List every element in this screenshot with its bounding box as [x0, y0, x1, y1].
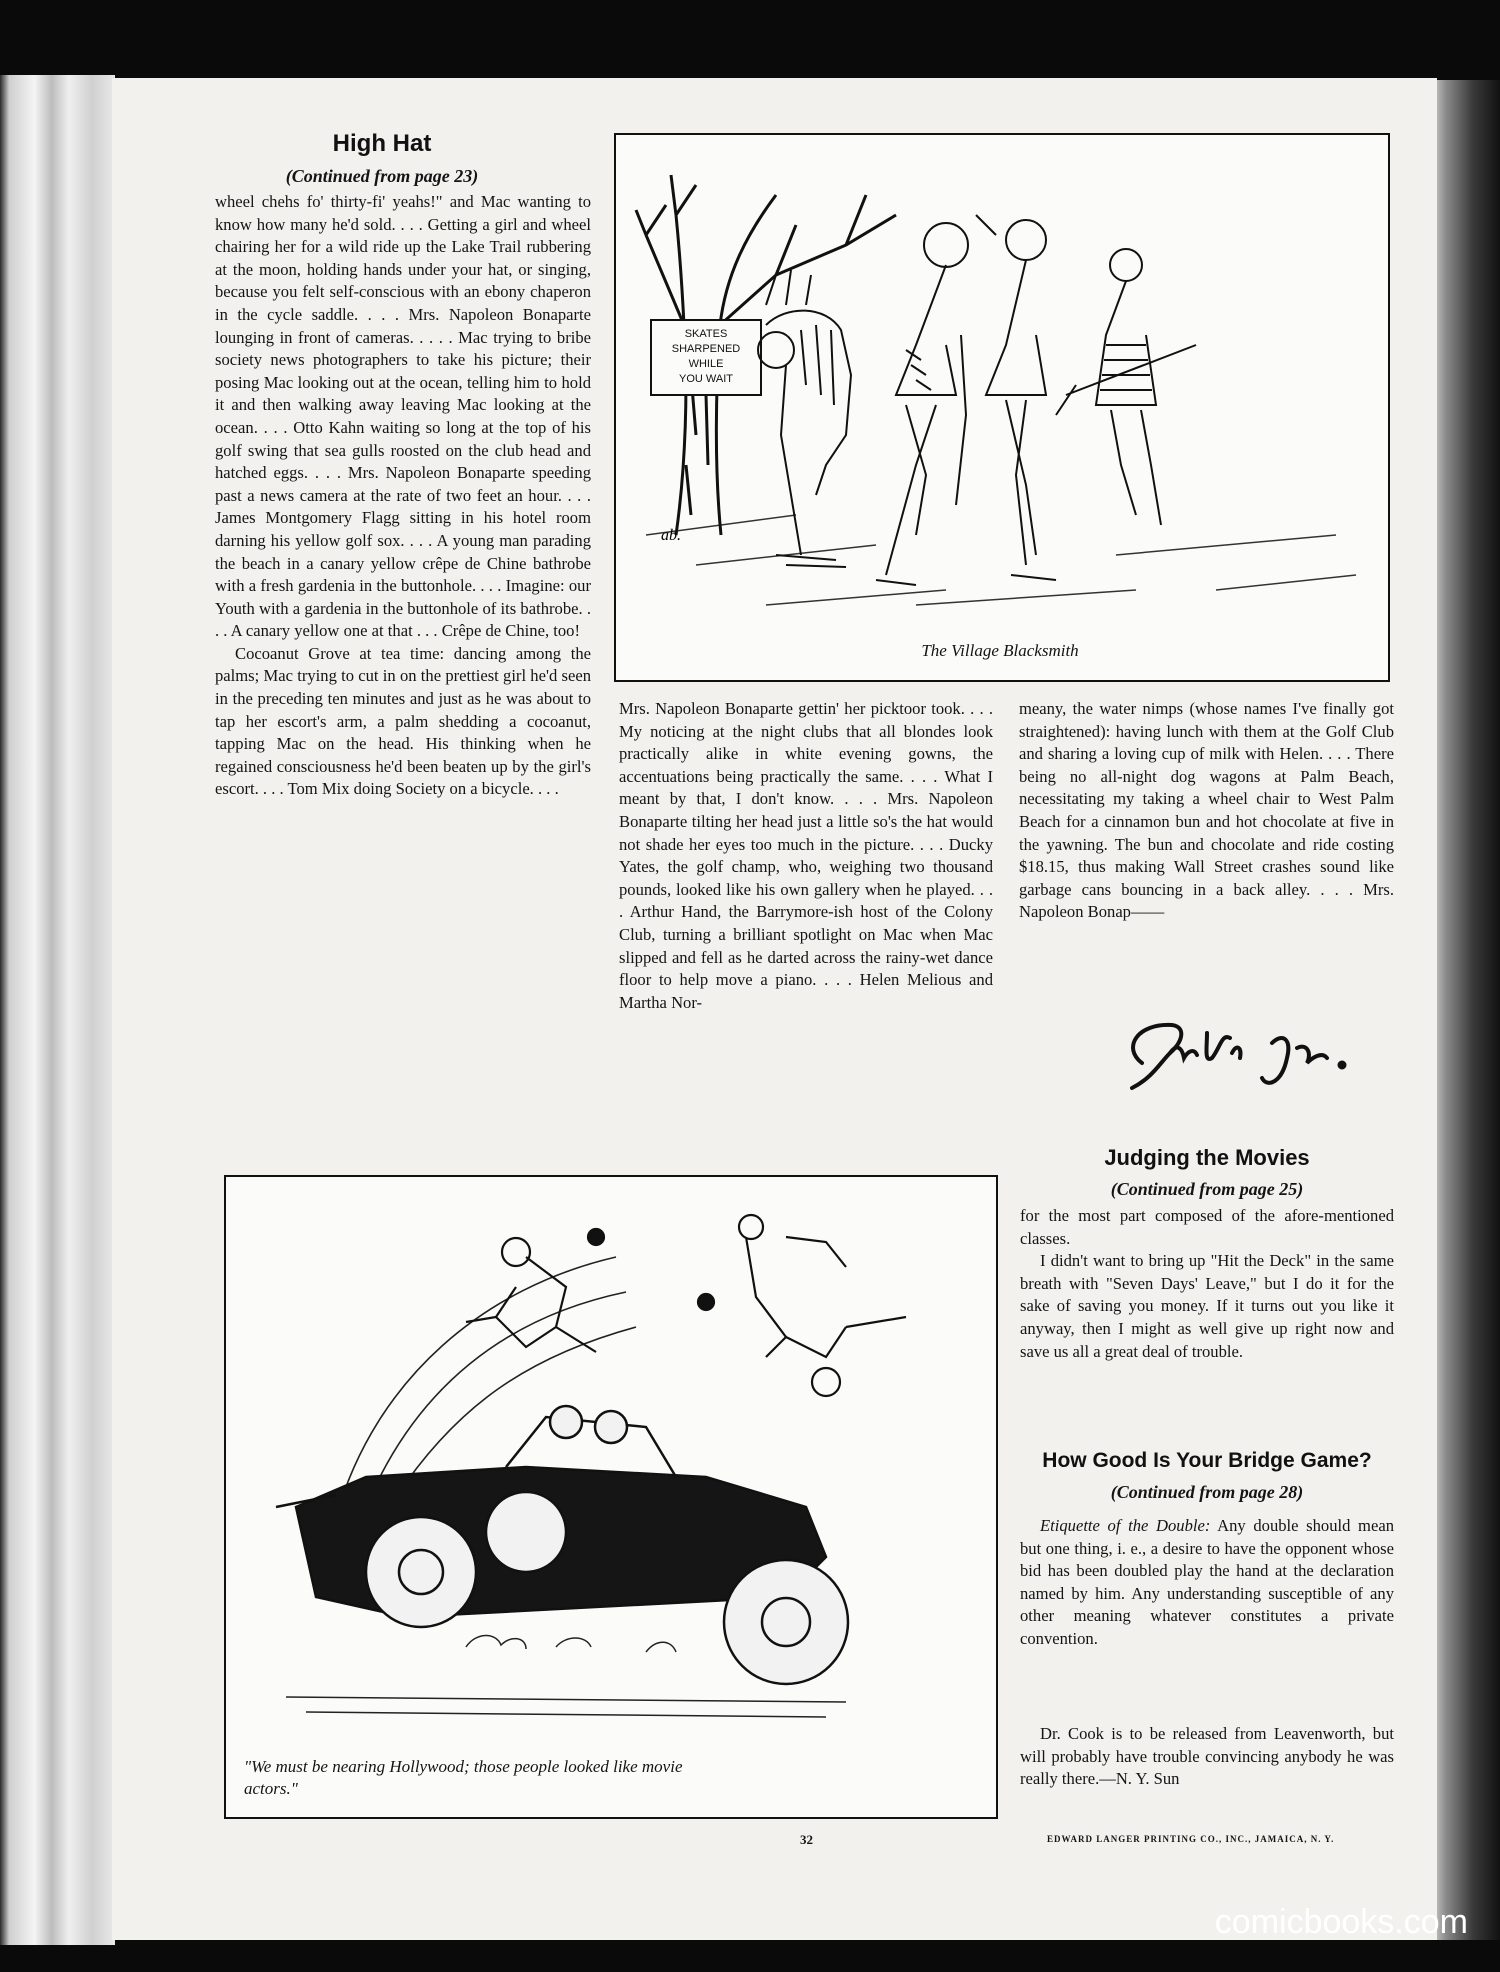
bridge-lead: Etiquette of the Double: — [1040, 1516, 1211, 1535]
movies-continued: (Continued from page 25) — [1110, 1179, 1304, 1199]
skating-illustration — [616, 135, 1388, 680]
bridge-body: Any double should mean but one thing, i. e., a desire to have the opponent whose bid has been doubled play the hand at the declaration named by him. Any understanding susceptible of any other meaning whatever constitutes a private convention. — [1020, 1516, 1394, 1648]
cartoon-hollywood-car — [224, 1175, 998, 1819]
bridge-title: How Good Is Your Bridge Game? — [1042, 1449, 1372, 1472]
skater-old-man — [758, 270, 851, 567]
page-number: 32 — [800, 1832, 813, 1847]
watermark: comicbooks.com — [1214, 1903, 1468, 1941]
book-page-edges — [0, 75, 115, 1945]
book-right-edge — [1432, 80, 1500, 1940]
high-hat-column-3 — [1019, 698, 1394, 924]
high-hat-title: High Hat — [332, 130, 432, 157]
bridge-column — [1020, 1515, 1394, 1651]
sign-line-3: WHILE — [688, 358, 724, 370]
artist-mark: ab. — [661, 527, 681, 544]
high-hat-col1-para-2: Cocoanut Grove at tea time: dancing among the palms; Mac trying to cut in on the prettiest girl he'd seen in the preceding ten minutes and just as he was about to tap her escort's arm, a palm shedding a cocoanut, tapping Mac on the head. His thinking when he regained consciousness he'd been beaten up by the girl's escort. . . . Tom Mix doing Society on a bicycle. . . . — [215, 643, 591, 799]
movies-para-1: for the most part composed of the afore-mentioned classes. — [1020, 1206, 1394, 1248]
movies-para-2: I didn't want to bring up "Hit the Deck" in the same breath with "Seven Days' Leave," but I do it for the sake of saving you money. If it turns out you like it anyway, then I might as well give up right now and save us all a great deal of trouble. — [1020, 1251, 1394, 1361]
movies-title: Judging the Movies — [1104, 1145, 1310, 1170]
movies-column — [1020, 1205, 1394, 1363]
filler-column — [1020, 1723, 1394, 1791]
signature-judge-jr — [1112, 1003, 1402, 1098]
high-hat-col2-para-1: Mrs. Napoleon Bonaparte gettin' her picktoor took. . . . My noticing at the night clubs that all blondes look practically alike in white evening gowns, the accentuations being practically the same. . . . What I meant by that, I don't know. . . . Mrs. Napoleon Bonaparte tilting her head just a little so's the hat would not shade her eyes too much in the picture. . . . Ducky Yates, the golf champ, who, weighing two thousand pounds, looked like his own gallery when he played. . . . Arthur Hand, the Barrymore-ish host of the Colony Club, turning a brilliant spotlight on Mac when Mac slipped and fell as he darted across the rainy-wet dance floor to help move a piano. . . . Helen Melious and Martha Nor- — [619, 699, 993, 1012]
high-hat-continued: (Continued from page 23) — [285, 166, 479, 186]
sign-line-4: YOU WAIT — [679, 373, 733, 385]
caption-hollywood-line-1: "We must be nearing Hollywood; those people looked like movie — [244, 1757, 683, 1776]
skater-smoking — [956, 215, 1056, 580]
skater-striped-sweater — [1056, 249, 1196, 525]
high-hat-col1-para-1: wheel chehs fo' thirty-fi' yeahs!" and Mac wanting to know how many he'd sold. . . . Getting a girl and wheel chairing her for a wild ride up the Lake Trail rubbering at the moon, holding hands under your hat, or singing, because you felt self-conscious with an ebony chaperon in the cycle saddle. . . . Mrs. Napoleon Bonaparte lounging in front of cameras. . . . . Mac trying to bribe society news photographers to take his picture; their posing Mac looking out at the ocean, telling him to hold it and then walking away leaving Mac looking at the ocean. . . . Otto Kahn waiting so long at the top of his golf swing that sea gulls roosted on the club head and hatched eggs. . . . Mrs. Napoleon Bonaparte speeding past a news camera at the rate of two feet an hour. . . . James Montgomery Flagg sitting in his hotel room darning his yellow golf sox. . . . A young man parading the beach in a canary yellow crêpe de Chine bathrobe with a fresh gardenia in the buttonhole. . . . Imagine: our Youth with a gardenia in the buttonhole of its bathrobe. . . . A canary yellow one at that . . . Crêpe de Chine, too! — [215, 192, 591, 641]
high-hat-column-2 — [619, 698, 993, 1014]
filler-text: Dr. Cook is to be released from Leavenworth, but will probably have trouble convincing anybody he was really there.—N. Y. Sun — [1020, 1724, 1394, 1789]
caption-hollywood-line-2: actors." — [244, 1779, 298, 1798]
bridge-para-1 — [1020, 1515, 1394, 1651]
sign-line-2: SHARPENED — [671, 343, 741, 355]
caption-hollywood — [244, 1756, 984, 1800]
car-illustration — [226, 1177, 996, 1817]
skater-checked-skirt — [876, 223, 968, 585]
caption-village-blacksmith: The Village Blacksmith — [921, 641, 1079, 660]
cartoon-village-blacksmith — [614, 133, 1390, 682]
high-hat-col3-para-1: meany, the water nimps (whose names I've finally got straightened): having lunch with them at the Golf Club and sharing a loving cup of milk with Helen. . . . There being no all-night dog wagons at Palm Beach, necessitating my taking a wheel chair to West Palm Beach for a cinnamon bun and hot chocolate at five in the yawning. The bun and chocolate and ride costing $18.15, thus making Wall Street crashes sound like garbage cans bouncing in a back alley. . . . Mrs. Napoleon Bonap—— — [1019, 699, 1394, 922]
magazine-page — [112, 78, 1437, 1940]
flying-figures — [466, 1215, 906, 1396]
printer-imprint: EDWARD LANGER PRINTING CO., INC., JAMAICA, N. Y. — [1047, 1834, 1335, 1844]
sign-line-1: SKATES — [684, 328, 728, 340]
bridge-continued: (Continued from page 28) — [1110, 1482, 1304, 1502]
high-hat-column-1 — [215, 191, 591, 801]
